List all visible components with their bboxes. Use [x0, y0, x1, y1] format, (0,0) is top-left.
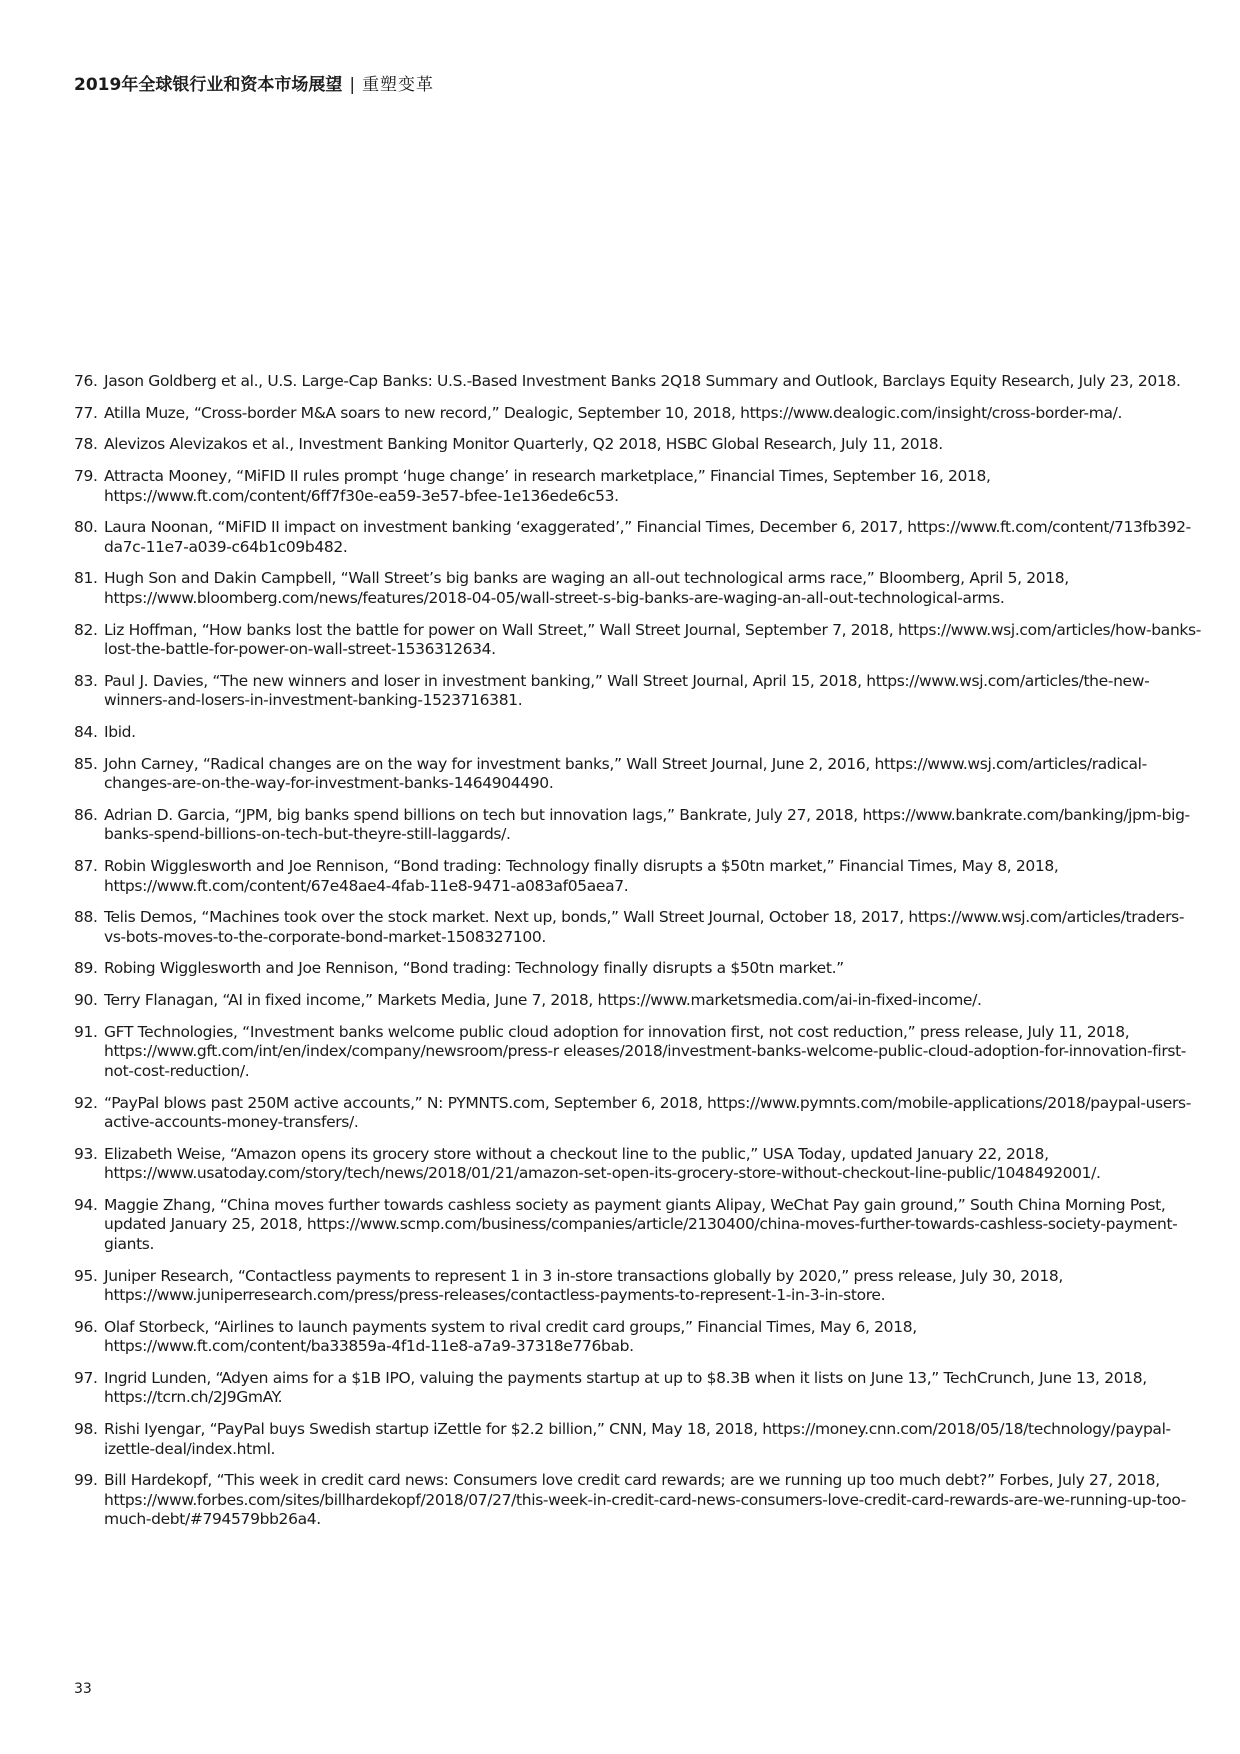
reference-text: Liz Hoffman, “How banks lost the battle for power on Wall Street,” Wall Street Journal, September 7, 2018, https://www.wsj.com/articles/how-banks-lost-the-battle-for-power-on-wall-street-1536312634. [104, 620, 1202, 659]
reference-text: Bill Hardekopf, “This week in credit card news: Consumers love credit card rewards; are we running up too much debt?” Forbes, July 27, 2018, https://www.forbes.com/sites/billhardekopf/2018/07/27/this-week-in-credit-card-news-consumers-love-credit-card-rewards-are-we-running-up-too-much-debt/#794579bb26a4. [104, 1471, 1187, 1529]
reference-item [74, 1196, 1204, 1255]
header-separator: | [349, 75, 356, 95]
reference-number: 87. [74, 857, 98, 876]
reference-text: Laura Noonan, “MiFID II impact on investment banking ‘exaggerated’,” Financial Times, December 6, 2017, https://www.ft.com/content/713fb392-da7c-11e7-a039-c64b1c09b482. [104, 518, 1191, 556]
reference-number: 85. [74, 754, 98, 773]
reference-number: 78. [74, 435, 98, 454]
reference-item [74, 1023, 1204, 1082]
reference-item [74, 621, 1204, 660]
reference-text: Elizabeth Weise, “Amazon opens its grocery store without a checkout line to the public,” USA Today, updated January 22, 2018, https://www.usatoday.com/story/tech/news/2018/01/21/amazon-set-open-its-grocery-store-without-checkout-line-public/1048492001/. [104, 1144, 1101, 1183]
reference-text: Ibid. [104, 723, 136, 741]
reference-item [74, 467, 1204, 506]
reference-item [74, 857, 1204, 896]
reference-number: 77. [74, 403, 98, 422]
reference-number: 79. [74, 467, 98, 486]
reference-text: Robing Wigglesworth and Joe Rennison, “Bond trading: Technology finally disrupts a $50tn market.” [104, 959, 844, 978]
page-number: 33 [74, 1681, 92, 1697]
reference-number: 83. [74, 671, 98, 690]
reference-text: Paul J. Davies, “The new winners and loser in investment banking,” Wall Street Journal, April 15, 2018, https://www.wsj.com/articles/the-new-winners-and-losers-in-investment-banking-1523716381. [104, 671, 1150, 710]
reference-number: 99. [74, 1471, 98, 1490]
reference-text: Olaf Storbeck, “Airlines to launch payments system to rival credit card groups,” Financial Times, May 6, 2018, https://www.ft.com/content/ba33859a-4f1d-11e8-a7a9-37318e776bab. [104, 1317, 917, 1356]
reference-text: Robin Wigglesworth and Joe Rennison, “Bond trading: Technology finally disrupts a $50tn market,” Financial Times, May 8, 2018, https://www.ft.com/content/67e48ae4-4fab-11e8-9471-a083af05aea7. [104, 857, 1059, 895]
reference-item [74, 569, 1204, 608]
reference-text: Maggie Zhang, “China moves further towards cashless society as payment giants Alipay, WeChat Pay gain ground,” South China Morning Post, updated January 25, 2018, https://www.scmp.com/business/companies/article/2130400/china-moves-further-towards-cashless-society-payment-giants. [104, 1195, 1178, 1253]
reference-item [74, 908, 1204, 947]
reference-item [74, 806, 1204, 845]
reference-number: 86. [74, 805, 98, 824]
reference-text: Ingrid Lunden, “Adyen aims for a $1B IPO, valuing the payments startup at up to $8.3B when it lists on June 13,” TechCrunch, June 13, 2018, https://tcrn.ch/2J9GmAY. [104, 1368, 1147, 1407]
reference-item [74, 1471, 1204, 1530]
reference-item [74, 404, 1204, 424]
reference-text: Rishi Iyengar, “PayPal buys Swedish startup iZettle for $2.2 billion,” CNN, May 18, 2018, https://money.cnn.com/2018/05/18/technology/paypal-izettle-deal/index.html. [104, 1420, 1171, 1458]
reference-number: 94. [74, 1195, 98, 1214]
reference-text: John Carney, “Radical changes are on the way for investment banks,” Wall Street Journal, June 2, 2016, https://www.wsj.com/articles/radical-changes-are-on-the-way-for-investment-banks-1464904490. [104, 754, 1147, 793]
reference-item [74, 672, 1204, 711]
reference-item [74, 1267, 1204, 1306]
reference-item [74, 518, 1204, 557]
reference-text: Jason Goldberg et al., U.S. Large-Cap Banks: U.S.-Based Investment Banks 2Q18 Summary and Outlook, Barclays Equity Research, July 23, 2018. [104, 372, 1181, 390]
report-subtitle: 重塑变革 [362, 75, 435, 95]
reference-text: Atilla Muze, “Cross-border M&A soars to new record,” Dealogic, September 10, 2018, https://www.dealogic.com/insight/cross-border-ma/. [104, 403, 1123, 422]
reference-number: 98. [74, 1420, 98, 1439]
reference-item [74, 1369, 1204, 1408]
reference-number: 81. [74, 569, 98, 588]
reference-number: 95. [74, 1266, 98, 1285]
reference-list [74, 372, 1204, 1542]
reference-text: Attracta Mooney, “MiFID II rules prompt ‘huge change’ in research marketplace,” Financial Times, September 16, 2018, https://www.ft.com/content/6ff7f30e-ea59-3e57-bfee-1e136ede6c53. [104, 467, 991, 505]
reference-number: 88. [74, 908, 98, 927]
reference-number: 96. [74, 1317, 98, 1336]
reference-text: Alevizos Alevizakos et al., Investment Banking Monitor Quarterly, Q2 2018, HSBC Global Research, July 11, 2018. [104, 435, 943, 454]
reference-number: 89. [74, 959, 98, 978]
reference-number: 90. [74, 991, 98, 1010]
reference-number: 91. [74, 1022, 98, 1041]
reference-number: 84. [74, 723, 98, 741]
reference-item [74, 959, 1204, 979]
reference-text: Adrian D. Garcia, “JPM, big banks spend billions on tech but innovation lags,” Bankrate, July 27, 2018, https://www.bankrate.com/banking/jpm-big-banks-spend-billions-on-tech-but-theyre-still-laggards/. [104, 805, 1190, 844]
reference-item [74, 1094, 1204, 1133]
reference-number: 93. [74, 1144, 98, 1163]
report-title: 2019年全球银行业和资本市场展望 [74, 75, 343, 95]
reference-item [74, 991, 1204, 1011]
reference-number: 97. [74, 1368, 98, 1387]
reference-number: 92. [74, 1093, 98, 1112]
reference-item [74, 435, 1204, 455]
reference-item [74, 1420, 1204, 1459]
reference-text: Terry Flanagan, “AI in fixed income,” Markets Media, June 7, 2018, https://www.marketsmedia.com/ai-in-fixed-income/. [104, 991, 982, 1010]
reference-text: Telis Demos, “Machines took over the stock market. Next up, bonds,” Wall Street Journal, October 18, 2017, https://www.wsj.com/articles/traders-vs-bots-moves-to-the-corporate-bond-market-1508327100. [104, 908, 1185, 946]
reference-item [74, 723, 1204, 743]
reference-text: “PayPal blows past 250M active accounts,” N: PYMNTS.com, September 6, 2018, https://www.pymnts.com/mobile-applications/2018/paypal-users-active-accounts-money-transfers/. [104, 1093, 1191, 1131]
reference-item [74, 1145, 1204, 1184]
reference-text: Hugh Son and Dakin Campbell, “Wall Street’s big banks are waging an all-out technological arms race,” Bloomberg, April 5, 2018, https://www.bloomberg.com/news/features/2018-04-05/wall-street-s-big-banks-are-waging-an-all-out-technological-arms. [104, 569, 1069, 607]
page-header [74, 70, 434, 95]
reference-text: Juniper Research, “Contactless payments to represent 1 in 3 in-store transactions globally by 2020,” press release, July 30, 2018, https://www.juniperresearch.com/press/press-releases/contactless-payments-to-represent-1-in-3-in-store. [104, 1266, 1063, 1305]
reference-number: 82. [74, 620, 98, 639]
reference-text: GFT Technologies, “Investment banks welcome public cloud adoption for innovation first, not cost reduction,” press release, July 11, 2018, https://www.gft.com/int/en/index/company/newsroom/press-r eleases/2018/investment-banks-welcome-public-cloud-adoption-for-innovation-first-not-cost-reduction/. [104, 1022, 1187, 1080]
reference-item [74, 372, 1204, 392]
reference-item [74, 1318, 1204, 1357]
reference-number: 76. [74, 372, 98, 390]
reference-number: 80. [74, 518, 98, 537]
reference-item [74, 755, 1204, 794]
